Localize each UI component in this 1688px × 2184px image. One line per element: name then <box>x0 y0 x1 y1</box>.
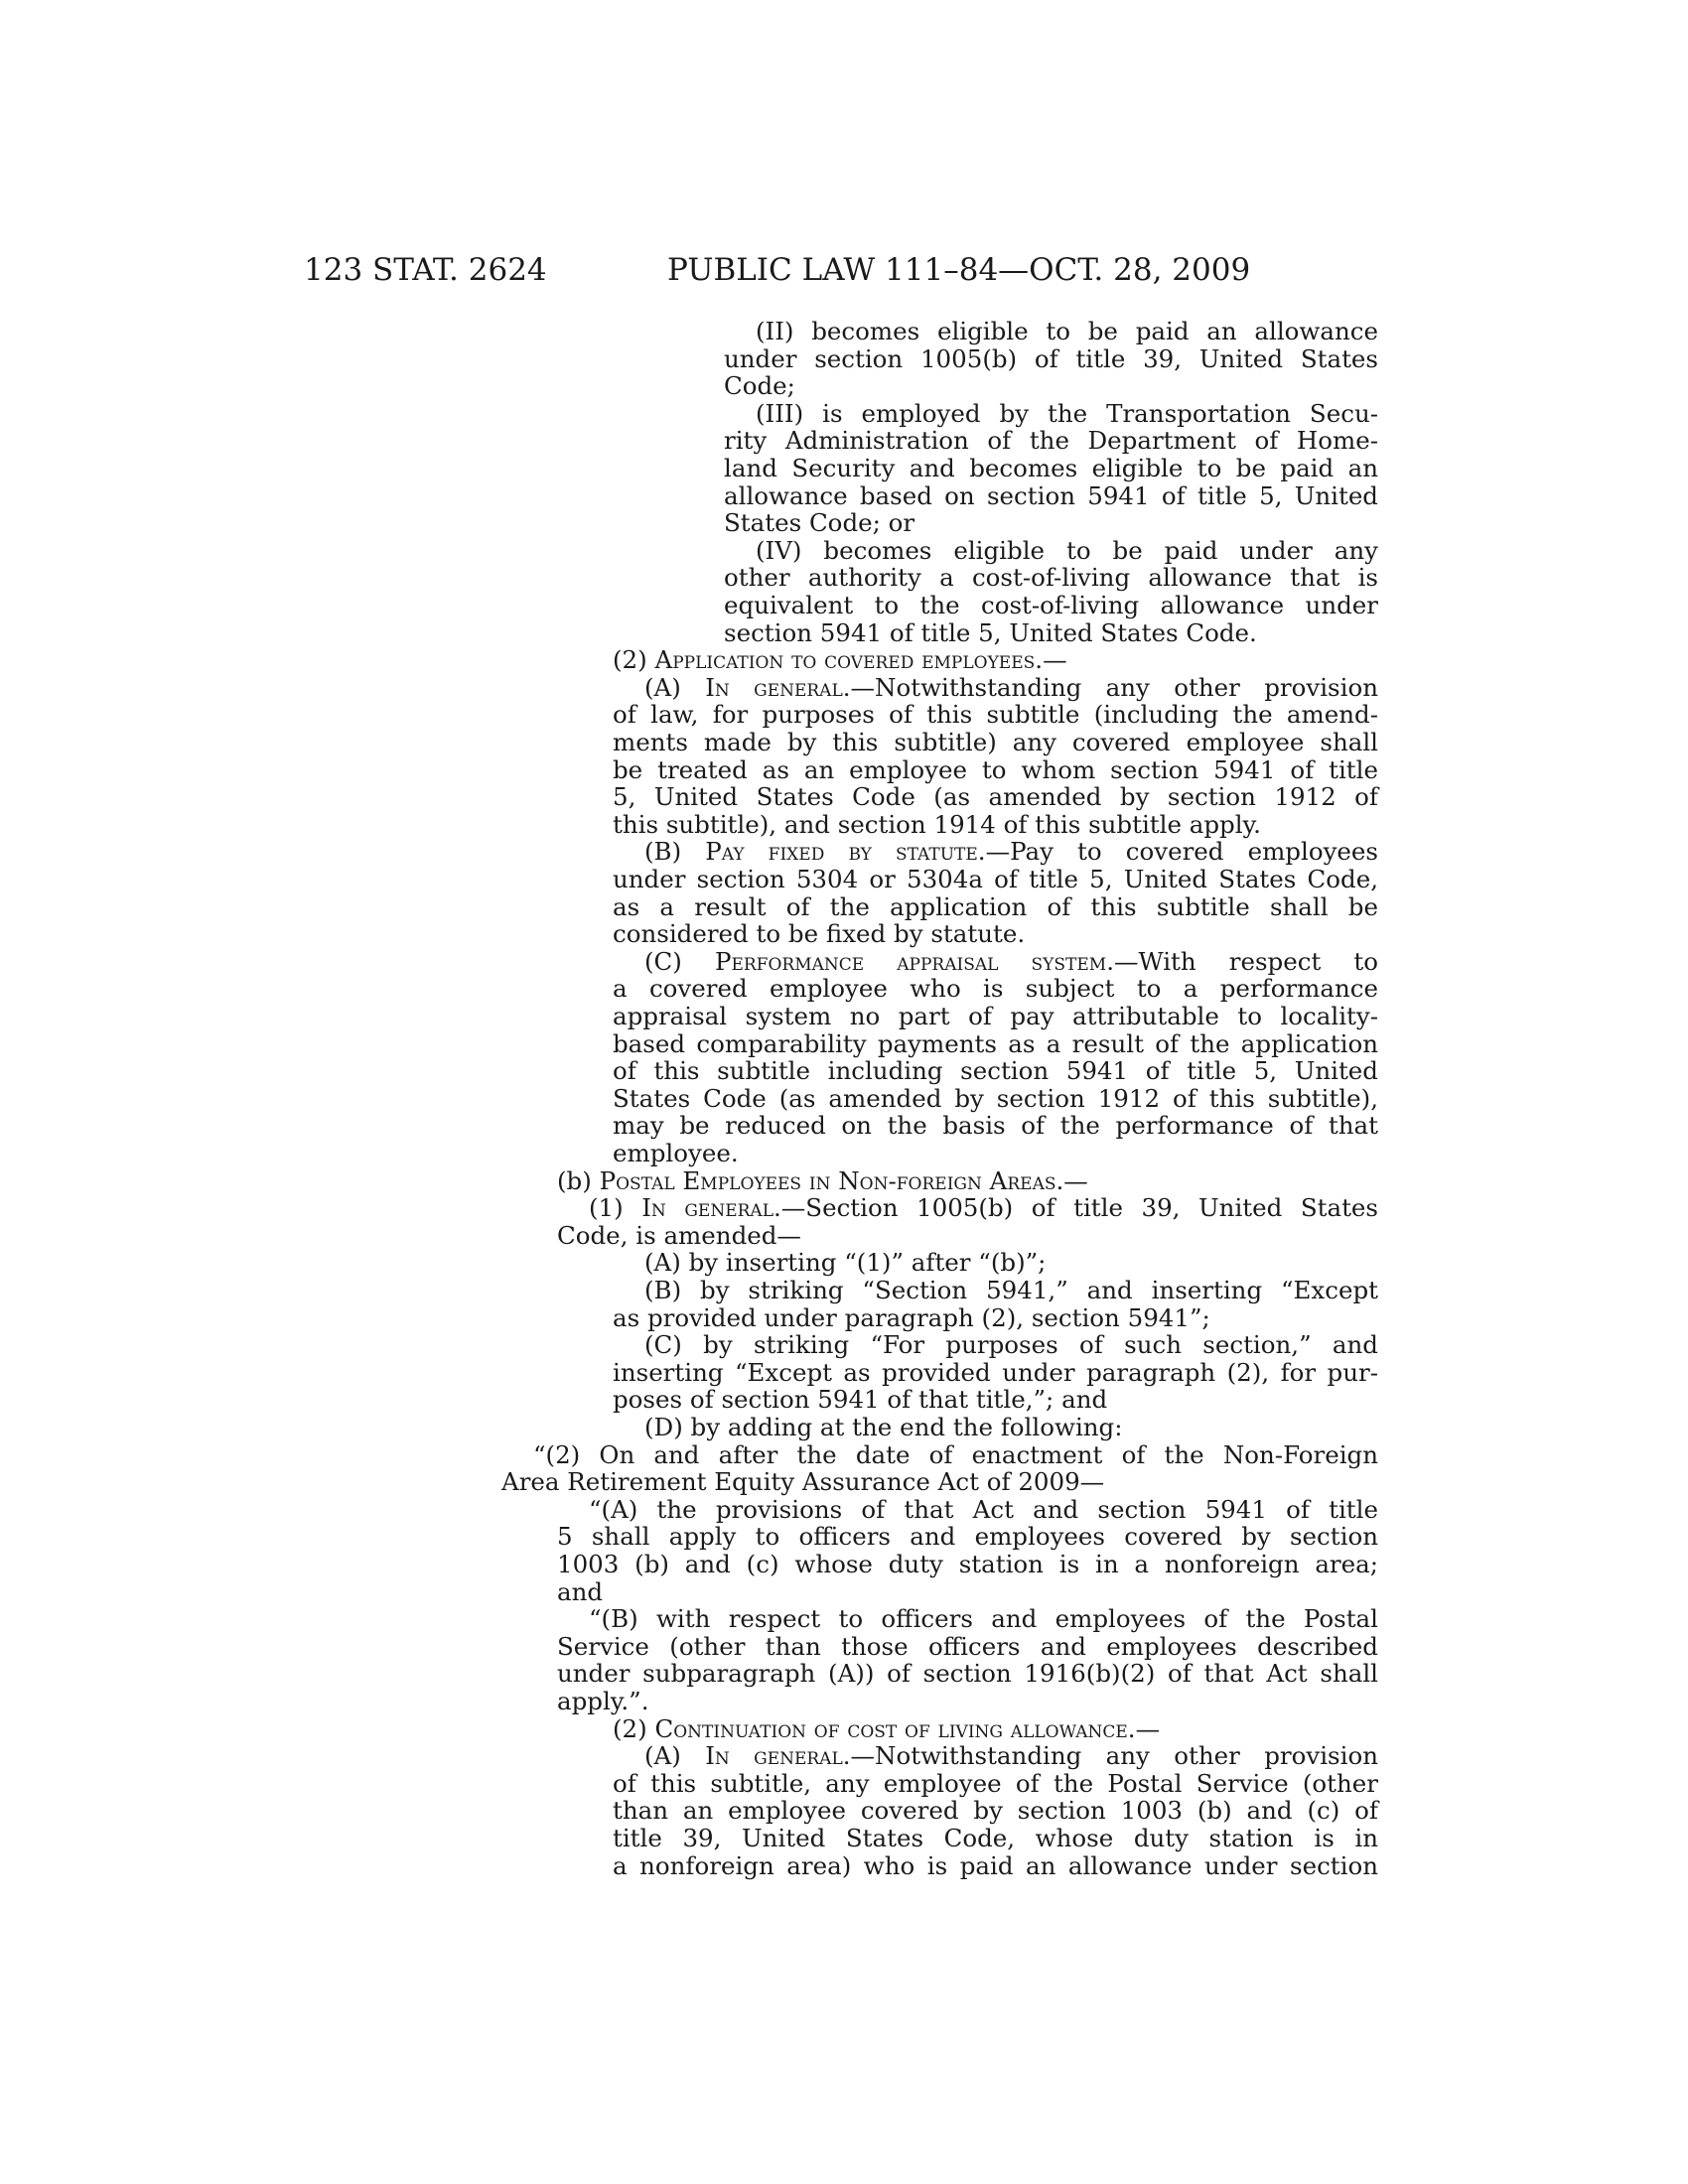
text-segment: Code, is amended— <box>557 1220 801 1250</box>
statute-page-number: 123 STAT. 2624 <box>304 252 547 288</box>
text-segment: title 39, United States Code, whose duty station is in <box>613 1824 1378 1852</box>
text-segment: allowance based on section 5941 of title 5, United <box>724 480 1378 510</box>
text-segment: (A) <box>644 1741 706 1771</box>
text-line <box>613 1797 1378 1825</box>
text-line <box>613 1304 1210 1332</box>
text-segment: section 5941 of title 5, United States Code. <box>724 617 1257 647</box>
text-segment: considered to be fixed by statute. <box>613 919 1026 949</box>
text-segment: poses of section 5941 of that title,”; and <box>613 1385 1108 1415</box>
text-segment: States Code; or <box>724 508 915 538</box>
text-line <box>613 1140 739 1167</box>
text-line <box>756 400 1378 428</box>
text-segment: of law, for purposes of this subtitle (including the amend- <box>613 700 1378 730</box>
section-heading-text: In general <box>641 1193 774 1223</box>
text-segment: .—Section 1005(b) of title 39, United States <box>774 1193 1379 1223</box>
section-heading-text: Application to covered employees <box>654 645 1036 675</box>
text-line <box>724 427 1378 455</box>
section-heading-text: In general <box>705 672 843 702</box>
text-segment: a nonforeign area) who is paid an allowance under section <box>613 1850 1378 1880</box>
text-line <box>557 1660 1378 1688</box>
text-segment: employee. <box>613 1139 739 1167</box>
text-line <box>613 729 1378 756</box>
text-segment: (IV) becomes eligible to be paid under any <box>756 535 1378 565</box>
text-line <box>613 783 1378 811</box>
text-segment: .—Pay to covered employees <box>977 837 1378 867</box>
text-segment: Area Retirement Equity Assurance Act of 2009— <box>501 1467 1105 1497</box>
text-line <box>589 1605 1378 1633</box>
text-segment: (C) by striking “For purposes of such section,” and <box>644 1330 1378 1360</box>
text-line <box>557 1688 649 1715</box>
text-line <box>724 619 1257 647</box>
text-line <box>589 1194 1378 1222</box>
text-segment: “(B) with respect to officers and employees of the Postal <box>589 1604 1378 1634</box>
text-segment: (b) <box>557 1165 600 1195</box>
section-heading-text: In general <box>705 1741 843 1771</box>
text-segment: 5, United States Code (as amended by section 1912 of <box>613 782 1378 812</box>
text-line <box>501 1468 1104 1496</box>
text-line <box>613 1085 1378 1113</box>
text-segment: .— <box>1035 645 1067 675</box>
text-line <box>724 509 914 537</box>
text-segment: be treated as an employee to whom section 5941 of title <box>613 754 1378 784</box>
text-segment: .—With respect to <box>1106 946 1378 976</box>
text-segment: under section 5304 or 5304a of title 5, United States Code, <box>613 865 1378 893</box>
text-line <box>557 1578 603 1606</box>
text-line <box>613 1003 1378 1030</box>
text-line <box>724 482 1378 510</box>
text-segment: than an employee covered by section 1003 (b) and (c) of <box>613 1796 1378 1826</box>
text-segment: (2) <box>613 1713 655 1743</box>
page-header <box>0 250 1688 290</box>
text-line <box>724 592 1378 619</box>
text-segment: based comparability payments as a result of the application <box>613 1028 1378 1058</box>
text-line <box>557 1222 801 1250</box>
text-line <box>613 920 1025 948</box>
section-heading-text: Continuation of cost of living allowance <box>654 1713 1128 1743</box>
text-segment: 5 shall apply to officers and employees covered by section <box>557 1522 1378 1552</box>
text-segment: .— <box>1127 1713 1161 1743</box>
text-segment: Service (other than those officers and employees described <box>557 1631 1378 1661</box>
text-segment: (D) by adding at the end the following: <box>644 1413 1123 1441</box>
text-segment: Code; <box>724 371 795 401</box>
text-line <box>644 1249 1046 1277</box>
text-segment: “(2) On and after the date of enactment of the Non-Foreign <box>533 1439 1378 1469</box>
text-segment: land Security and becomes eligible to be paid an <box>724 454 1378 482</box>
text-line <box>644 838 1378 866</box>
text-segment: and <box>557 1576 604 1606</box>
text-segment: (1) <box>589 1193 642 1223</box>
text-segment: equivalent to the cost-of-living allowance under <box>724 591 1378 619</box>
text-segment: (B) by striking “Section 5941,” and inserting “Except <box>644 1276 1378 1304</box>
text-line <box>644 1414 1123 1441</box>
text-segment: .—Notwithstanding any other provision <box>842 1741 1378 1771</box>
text-segment: (III) is employed by the Transportation Secu- <box>756 398 1378 428</box>
text-segment: .— <box>1055 1165 1088 1195</box>
text-line <box>644 1277 1378 1304</box>
text-segment: may be reduced on the basis of the performance of that <box>613 1111 1378 1141</box>
text-line <box>613 701 1378 729</box>
text-line <box>613 975 1378 1003</box>
text-line <box>613 1386 1107 1414</box>
text-line <box>724 345 1378 373</box>
text-line <box>613 646 1067 674</box>
text-line <box>756 318 1378 345</box>
text-segment: under subparagraph (A)) of section 1916(b)(2) of that Act shall <box>557 1659 1378 1689</box>
text-segment: appraisal system no part of pay attributable to locality- <box>613 1002 1378 1030</box>
text-segment: inserting “Except as provided under paragraph (2), for pur- <box>613 1357 1378 1387</box>
text-segment: under section 1005(b) of title 39, United States <box>724 343 1378 373</box>
public-law-title: PUBLIC LAW 111–84—OCT. 28, 2009 <box>667 252 1251 288</box>
text-line <box>557 1633 1378 1661</box>
text-segment: (A) by inserting “(1)” after “(b)”; <box>644 1248 1047 1278</box>
section-heading-text: Performance appraisal system <box>714 946 1107 976</box>
text-line <box>613 1359 1378 1387</box>
text-segment: (II) becomes eligible to be paid an allowance <box>756 317 1378 345</box>
text-segment: as provided under paragraph (2), section 5941”; <box>613 1302 1210 1332</box>
text-segment: (A) <box>644 672 706 702</box>
text-line <box>644 674 1378 702</box>
text-segment: “(A) the provisions of that Act and section 5941 of title <box>589 1494 1378 1524</box>
text-line <box>557 1523 1378 1551</box>
text-segment: this subtitle), and section 1914 of this subtitle apply. <box>613 809 1261 839</box>
text-line <box>613 1057 1378 1085</box>
text-line <box>724 372 795 400</box>
text-segment: (C) <box>644 946 715 976</box>
text-segment: .—Notwithstanding any other provision <box>842 672 1378 702</box>
text-segment: States Code (as amended by section 1912 of this subtitle), <box>613 1083 1378 1113</box>
text-segment: of this subtitle including section 5941 of title 5, United <box>613 1056 1378 1086</box>
text-line <box>613 1715 1160 1743</box>
text-segment: of this subtitle, any employee of the Postal Service (other <box>613 1768 1378 1798</box>
text-line <box>589 1496 1378 1524</box>
text-line <box>613 1852 1378 1880</box>
text-line <box>644 948 1378 976</box>
text-line <box>613 1030 1378 1058</box>
section-heading-text: Postal Employees in Non-foreign Areas <box>599 1165 1056 1195</box>
text-segment: rity Administration of the Department of Home- <box>724 426 1378 456</box>
text-segment: ments made by this subtitle) any covered employee shall <box>613 728 1378 756</box>
text-line <box>613 756 1378 784</box>
text-line <box>557 1551 1378 1578</box>
text-line <box>644 1331 1378 1359</box>
text-line <box>613 1825 1378 1852</box>
text-line <box>756 537 1378 565</box>
text-line <box>724 455 1378 482</box>
text-segment: as a result of the application of this subtitle shall be <box>613 891 1378 921</box>
text-line <box>724 564 1378 592</box>
text-segment: (2) <box>613 645 655 675</box>
text-segment: (B) <box>644 837 706 867</box>
text-segment: a covered employee who is subject to a performance <box>613 974 1378 1004</box>
section-heading-text: Pay fixed by statute <box>705 837 978 867</box>
text-line <box>613 811 1261 839</box>
text-line <box>613 866 1378 893</box>
text-segment: apply.”. <box>557 1687 649 1715</box>
text-line <box>557 1167 1088 1195</box>
text-segment: other authority a cost-of-living allowance that is <box>724 563 1378 593</box>
text-line <box>613 893 1378 921</box>
text-line <box>533 1441 1378 1469</box>
text-line <box>613 1112 1378 1140</box>
text-line <box>644 1742 1378 1770</box>
text-line <box>613 1770 1378 1798</box>
text-segment: 1003 (b) and (c) whose duty station is in a nonforeign area; <box>557 1550 1378 1578</box>
